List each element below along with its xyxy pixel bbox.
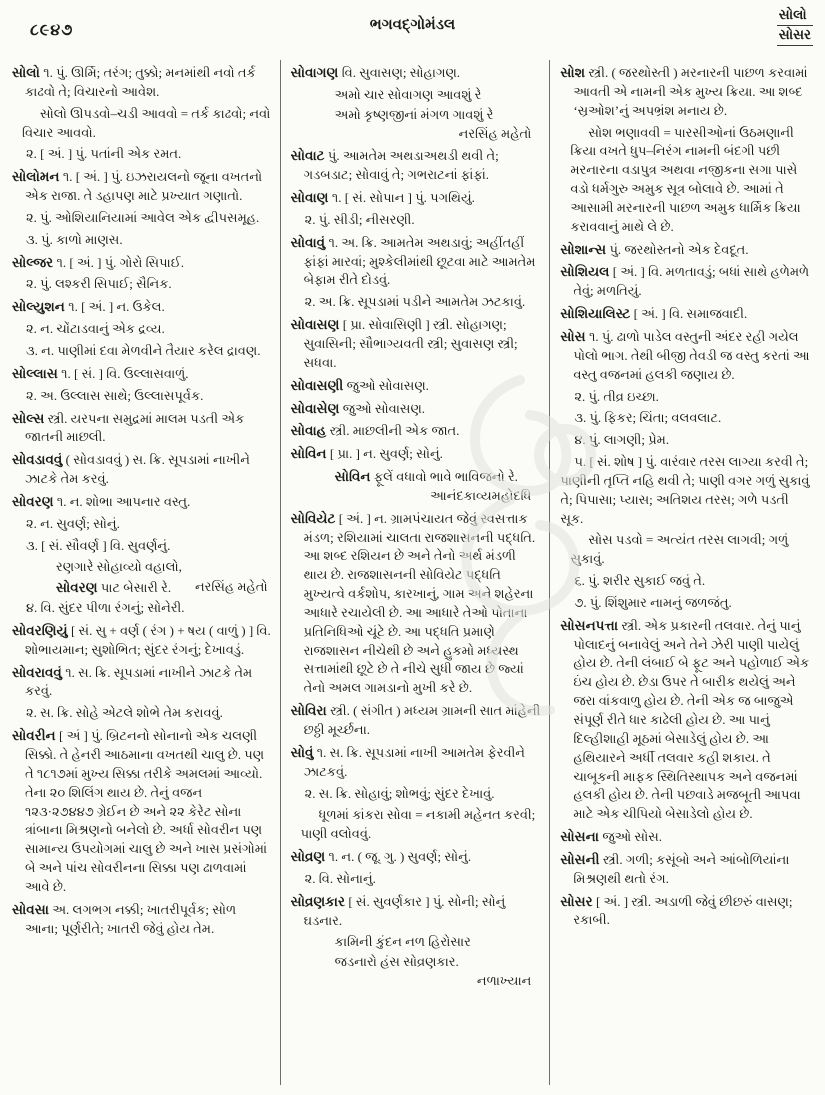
- entry-paragraph: સોવાવું ૧. અ. ક્રિ. આમતેમ અથડાવું; અહીંતહીં ફાંફાં મારવાં; મુશ્કેલીમાંથી છૂટવા માટે આમતેમ બેફામ રીતે દોડવું.: [290, 234, 536, 288]
- headword: સોવાસણી: [290, 377, 347, 393]
- sense-paragraph: ૩. પું. કાળો માણસ.: [26, 231, 123, 247]
- sense-paragraph: ૭. પું. શિંશુમાર નામનું જળજંતુ.: [574, 594, 732, 610]
- sense-paragraph: ૬. પું. શરીર સુકાઈ જવું તે.: [574, 573, 706, 589]
- headword: સોવિન: [290, 446, 330, 462]
- entry-paragraph: સોવાસણ [ પ્રા. સોવાસિણી ] સ્ત્રી. સોહાગણ; સુવાસિની; સૌભાગ્યવતી સ્ત્રી; સુવાસણ સ્ત્રી; સધવા.: [290, 317, 518, 370]
- entry-paragraph: સોલ્લાસ ૧. [ સં. ] વિ. ઉલ્લાસવાળું.: [12, 365, 189, 381]
- headword: સોવું: [290, 744, 317, 760]
- guide-word-top: સોલો: [777, 6, 813, 26]
- sense-paragraph: ૩. પું. ફિકર; ચિંતા; વલવલાટ.: [574, 410, 722, 426]
- sense-paragraph: ૪. વિ. સુંદર પીળા રંગનું; સોનેરી.: [26, 600, 185, 616]
- headword: સોસના: [560, 829, 603, 845]
- entry-paragraph: સોશ સ્ત્રી. ( જરથોસ્તી ) મરનારની પાછળ કરવામાં આવતી એ નામની એક મુખ્ય ક્રિયા. આ શબ્દ ‘સ્રઓશ’નું અપભ્રંશ મનાય છે.: [560, 65, 808, 118]
- sense-paragraph: ૨. પું. તીવ્ર ઇચ્છા.: [574, 388, 659, 404]
- guide-word-bottom: સોસર: [777, 26, 813, 46]
- headword: સોવરણિયું: [12, 622, 71, 638]
- headword: સોવિન: [334, 469, 374, 485]
- entry-paragraph: સોશિયાલિસ્ટ [ અં. ] વિ. સમાજવાદી.: [560, 306, 748, 322]
- entry-paragraph: સોસનપત્તા સ્ત્રી. એક પ્રકારની તલવાર. તેનું પાનું પોલાદનું બનાવેલું અને તેને ઝેરી પાણી પાયેલું હોય છે. તેની લંબાઈ બે ફૂટ અને પહોળાઈ એક ઇંચ હોય છે. છેડા ઉપર તે બારીક થયેલું અને જરા વાંકવાળુ હોય છે. તેની એક જ બાજુએ સંપૂર્ણ રીતે ધાર કાઢેલી હોય છે. આ પાનું દિલ્હીશાહી મૂઠમાં બેસાડેલું હોય છે. આ હથિયારને અર્ધી તલવાર કહી શકાય. તે ચાબૂકની માફક સ્થિતિસ્થાપક અને વજનમાં હલકી હોય છે. તેની પછવાડે મજબૂતી આપવા માટે એક ચીપિયો બેસાડેલો હોય છે.: [560, 617, 810, 822]
- page-number: ૮૯૪૭: [30, 22, 74, 39]
- sense-paragraph: ૨. ન. સુવર્ણ; સોનું.: [26, 515, 120, 531]
- quote-line: અમો કૃષ્ણજીનાં મંગળ ગાવશું રે: [334, 106, 494, 122]
- headword: સોવડાવવું: [12, 452, 66, 468]
- headword: સોસ: [560, 328, 589, 344]
- attribution: નળાખ્યાન: [476, 973, 532, 989]
- page-header: [0, 0, 825, 58]
- entry-paragraph: સોવાહ સ્ત્રી. માછલીની એક જાત.: [290, 423, 460, 439]
- entry-paragraph: સોલ્યુશન ૧. [ અં. ] ન. ઉકેલ.: [12, 299, 165, 315]
- headword: સોશિયાલિસ્ટ: [560, 306, 634, 322]
- headword: સોલ્લાસ: [12, 365, 62, 381]
- quote-line: રણગારે સોહાવ્યો વહાલો,: [56, 559, 182, 575]
- headword: સોવિરા: [290, 703, 331, 719]
- entry-paragraph: સોવાટ પું. આમતેમ અથડાઅથડી થવી તે; ગડબડાટ; સોવાવું તે; ગભરાટનાં ફાંફાં.: [290, 148, 499, 183]
- headword: સોવાસણ: [290, 317, 343, 333]
- headword: સોવ્રણકાર: [290, 893, 349, 909]
- sense-paragraph: ૨. અ. ઉલ્લાસ સાથે; ઉલ્લાસપૂર્વક.: [26, 387, 204, 403]
- headword: સોવાસેણ: [290, 400, 343, 416]
- headword: સોવાગણ: [290, 65, 342, 80]
- headword: સોવરણ: [56, 580, 101, 596]
- headword: સોવ્રણ: [290, 849, 329, 865]
- quote-line: સોવિન ફૂલેં વધાવો ભાવે ભાવિજનો રે.: [334, 469, 518, 485]
- sense-paragraph: ૨. અ. ક્રિ. સૂપડામાં પડીને આમતેમ ઝટકાવું.: [304, 294, 526, 310]
- entry-paragraph: સોવાસણી જુઓ સોવાસણ.: [290, 377, 429, 393]
- usage-paragraph: સોલો ઊપડવો–ચડી આવવો = તર્ક કાઢવો; નવો વિચાર આવવો.: [22, 105, 271, 140]
- page-title: ભગવદ્ગોમંડલ: [369, 17, 456, 33]
- entry-paragraph: સોવરાવવું ૧. સ. ક્રિ. સૂપડામાં નાખીને ઝાટકે તેમ કરવું.: [12, 664, 253, 699]
- usage-paragraph: સોશ ભણાવવી = પારસીઓનાં ઉઠમણાની ક્રિયા વખતે ધુપ–નિરંગ નામની બંદગી પછી મરનારના વડાપુત્ર અથવા નજીકના સગા પાસે વડો ધર્મગુરુ અમુક સૂત્ર બોલાવે છે. આમાં તે આસામી મરનારની પાછળ અમુક ધાર્મિક ક્રિયા કરાવવાનું માથે લે છે.: [570, 124, 801, 234]
- entry-paragraph: સોશાન્સ પું. જરથોસ્તનો એક દેવદૂત.: [560, 241, 749, 257]
- entry-paragraph: સોવિરા સ્ત્રી. ( સંગીત ) મધ્યમ ગ્રામની સાત માંહેની છઠ્ઠી મૂર્ચ્છના.: [290, 703, 541, 737]
- headword: સોવાણ: [290, 190, 332, 206]
- entry-paragraph: સોવ્રણ ૧. ન. ( જૂ. ગુ. ) સુવર્ણ; સોનું.: [290, 849, 472, 865]
- headword: સોલ્સ: [12, 410, 48, 426]
- quote-line: નરસિંહ મહેતો સોવરણ પાટ બેસારી રે.: [56, 578, 272, 598]
- guide-words: [777, 6, 813, 46]
- quote-line: જડનારો હંસ સોવ્રણકાર.: [334, 954, 459, 970]
- headword: સોસનપત્તા: [560, 617, 622, 633]
- column-1: [10, 60, 280, 1085]
- entry-paragraph: સોસ ૧. પું. ઢાળો પાડેલ વસ્તુની અંદર રહી ગયેલ પોલો ભાગ. તેથી બીજી તેવડી જ વસ્તુ કરતાં આ વસ્તુ વજનમાં હલકી જણાય છે.: [560, 328, 810, 382]
- entry-paragraph: સોવ્રણકાર [ સં. સુવર્ણકાર ] પું. સોની; સોનું ઘડનાર.: [290, 893, 506, 928]
- headword: સોસની: [560, 851, 603, 867]
- headword: સોવરાવવું: [12, 664, 66, 680]
- headword: સોશિયલ: [560, 264, 613, 280]
- headword: સોશાન્સ: [560, 241, 610, 257]
- sense-paragraph: ૨. [ અં. ] પું. પતાંની એક રમત.: [26, 146, 182, 162]
- quote-line: અમો ચાર સોવાગણ આવશું રે: [334, 86, 482, 102]
- sense-paragraph: ૨. વિ. સોનાનું.: [304, 870, 376, 886]
- sense-paragraph: ૨. પું. સીડી; નીસરણી.: [304, 211, 415, 227]
- sense-paragraph: ૨. સ. ક્રિ. સોહે એટલે શોભે તેમ કરાવવું.: [26, 705, 223, 721]
- sense-paragraph: ૨. પું. લશ્કરી સિપાઈ; સૈનિક.: [26, 276, 172, 292]
- entry-paragraph: સોવસા અ. લગભગ નક્કી; ખાતરીપૂર્વક; સોળ આના; પૂર્ણરીતે; ખાતરી જેવું હોય તેમ.: [12, 901, 237, 936]
- entry-paragraph: સોલ્જર ૧. [ અં. ] પું. ગોરો સિપાઈ.: [12, 254, 184, 270]
- entry-paragraph: સોવાણ ૧. [ સં. સોપાન ] પું. પગથિયું.: [290, 190, 475, 206]
- entry-paragraph: સોવાસેણ જુઓ સોવાસણ.: [290, 400, 426, 416]
- entry-paragraph: સોશિયલ [ અં. ] વિ. મળતાવડું; બધાં સાથે હળેમળે તેવું; મળતિયું.: [560, 264, 810, 299]
- entry-paragraph: સોસના જુઓ સોસ.: [560, 829, 662, 845]
- sense-paragraph: ૫. [ સં. શોષ ] પું. વારંવાર તરસ લાગ્યા કરવી તે; પાણીની તૃપ્તિ નહિ થવી તે; પાણી વગર ગળું સુકાવું તે; પિપાસા; પ્યાસ; અતિશય તરસ; ગળે પડતી સૂક.: [560, 454, 810, 526]
- headword: સોલ્જર: [12, 254, 57, 270]
- entry-paragraph: સોવાગણ વિ. સુવાસણ; સોહાગણ.: [290, 65, 461, 80]
- usage-paragraph: ધૂળમાં કાંકરા સોવા = નકામી મહેનત કરવી; પાણી વલોવવું.: [300, 807, 536, 842]
- entry-paragraph: સોલો ૧. પું. ઊર્મિ; તરંગ; તુક્કો; મનમાંથી નવો તર્ક કાઢવો તે; વિચારનો આવેશ.: [12, 65, 256, 99]
- quote-source: નરસિંહ મહેતો: [194, 579, 268, 595]
- headword: સોવાટ: [290, 148, 328, 164]
- headword: સોવાવું: [290, 234, 329, 250]
- sense-paragraph: ૨. પું. ઓશિયાનિયામાં આવેલ એક દ્વીપસમૂહ.: [26, 209, 260, 225]
- headword: સોવરીન: [12, 728, 59, 744]
- sense-paragraph: ૨. ન. ચોંટાડવાનું એક દ્રવ્ય.: [26, 321, 165, 337]
- entry-paragraph: સોવું ૧. સ. ક્રિ. સૂપડામાં નાખી આમતેમ ફેરવીને ઝાટકવું.: [290, 744, 525, 779]
- headword: સોવરણ: [12, 493, 57, 509]
- column-2: [280, 60, 550, 1085]
- sense-paragraph: ૩. [ સં. સૌવર્ણ ] વિ. સુવર્ણનું.: [26, 537, 171, 553]
- attribution: આનંદકાવ્યમહોદધિ: [430, 487, 532, 503]
- column-3: [549, 60, 819, 1085]
- usage-paragraph: સોસ પડવો = અત્યંત તરસ લાગવી; ગળું સુકાવું.: [570, 532, 789, 567]
- entry-paragraph: સોલોમન ૧. [ અં. ] પું. ઇઝરાયલનો જૂના વખતનો એક રાજા. તે ડહાપણ માટે પ્રખ્યાત ગણાતો.: [12, 169, 263, 204]
- entry-paragraph: સોવડાવવું ( સોવડાવવું ) સ. ક્રિ. સૂપડામાં નાખીને ઝાટકે તેમ કરવું.: [12, 452, 250, 487]
- entry-paragraph: સોવરણ ૧. ન. શોભા આપનાર વસ્તુ.: [12, 493, 191, 509]
- entry-paragraph: સોવિન [ પ્રા. ] ન. સુવર્ણ; સોનું.: [290, 446, 443, 462]
- headword: સોશ: [560, 65, 589, 80]
- entry-paragraph: સોવરીન [ અં ] પું. બ્રિટનનો સોનાનો એક ચલણી સિક્કો. તે હેનરી આઠમાના વખતથી ચાલુ છે. પણ તે ૧૮૧૭માં મુખ્ય સિક્કા તરીકે અમલમાં આવ્યો. તેના ૨૦ શિલિંગ થાય છે. તેનું વજન ૧૨૩·૨૭૪૪૭ ગ્રેઈન છે અને ૨૨ કેરેટ સોના ત્રાંબાના મિશ્રણનો બનેલો છે. અર્ધા સોવરીન પણ સામાન્ય ઉપયોગમાં ચાલુ છે અને ખાસ પ્રસંગોમાં બે અને પાંચ સોવરીનના સિક્કા પણ ઢાળવામાં આવે છે.: [12, 728, 268, 894]
- attribution: નરસિંહ મહેતો: [458, 125, 532, 141]
- headword: સોસર: [560, 893, 596, 909]
- entry-paragraph: સોસર [ અં. ] સ્ત્રી. અડાળી જેવું છીછરું વાસણ; રકાબી.: [560, 893, 793, 928]
- entry-paragraph: સોવરણિયું [ સં. સુ + વર્ણ ( રંગ ) + ષય ( વાળું ) ] વિ. શોભાયમાન; સુશોભિત; સુંદર રંગનું; દેખાવડું.: [12, 622, 271, 657]
- headword: સોલો: [12, 65, 44, 80]
- entry-paragraph: સોલ્સ સ્ત્રી. યરપના સમુદ્રમાં માલમ પડતી એક જાતની માછલી.: [12, 410, 245, 445]
- sense-paragraph: ૩. ન. પાણીમાં દવા મેળવીને તૈયાર કરેલ દ્રાવણ.: [26, 342, 261, 358]
- quote-line: કામિની કુંદન નળ હિરોસાર: [334, 934, 471, 950]
- entry-paragraph: સોવિયેટ [ અં. ] ન. ગ્રામપંચાયત જેવું સ્વસત્તાક મંડળ; રશિયામાં ચાલતા રાજશાસનની પદ્ધતિ. આ શબ્દ રશિયન છે અને તેનો અર્થ મંડળી થાય છે. રાજશાસનની સોવિયેટ પદ્ધતિ મુખ્યત્વે વર્કશોપ, કારખાનું, ગામ અને શહેરના આધારે રચાયેલી છે. આ આધારે તેઓ પોતાના પ્રતિનિધિઓ ચૂંટે છે. આ પદ્ધતિ પ્રમાણે રાજશાસન નીચેથી છે અને હુકમો મધ્યસ્થ સત્તામાંથી છૂટે છે તે નીચે સુધી જાય છે જ્યાં તેનો અમલ ગામડાનો મુખી કરે છે.: [290, 510, 536, 696]
- sense-paragraph: ૪. પું. લાગણી; પ્રેમ.: [574, 432, 670, 448]
- entry-paragraph: સોસની સ્ત્રી. ગળી; કસૂંબો અને આંબોળિયાંના મિશ્રણથી થતો રંગ.: [560, 851, 790, 886]
- headword: સોલ્યુશન: [12, 299, 69, 315]
- headword: સોવાહ: [290, 423, 330, 439]
- headword: સોવસા: [12, 901, 53, 917]
- dictionary-columns: [0, 58, 825, 1085]
- headword: સોલોમન: [12, 169, 63, 185]
- headword: સોવિયેટ: [290, 510, 339, 526]
- sense-paragraph: ૨. સ. ક્રિ. સોહાવું; શોભવું; સુંદર દેખાવું.: [304, 785, 495, 801]
